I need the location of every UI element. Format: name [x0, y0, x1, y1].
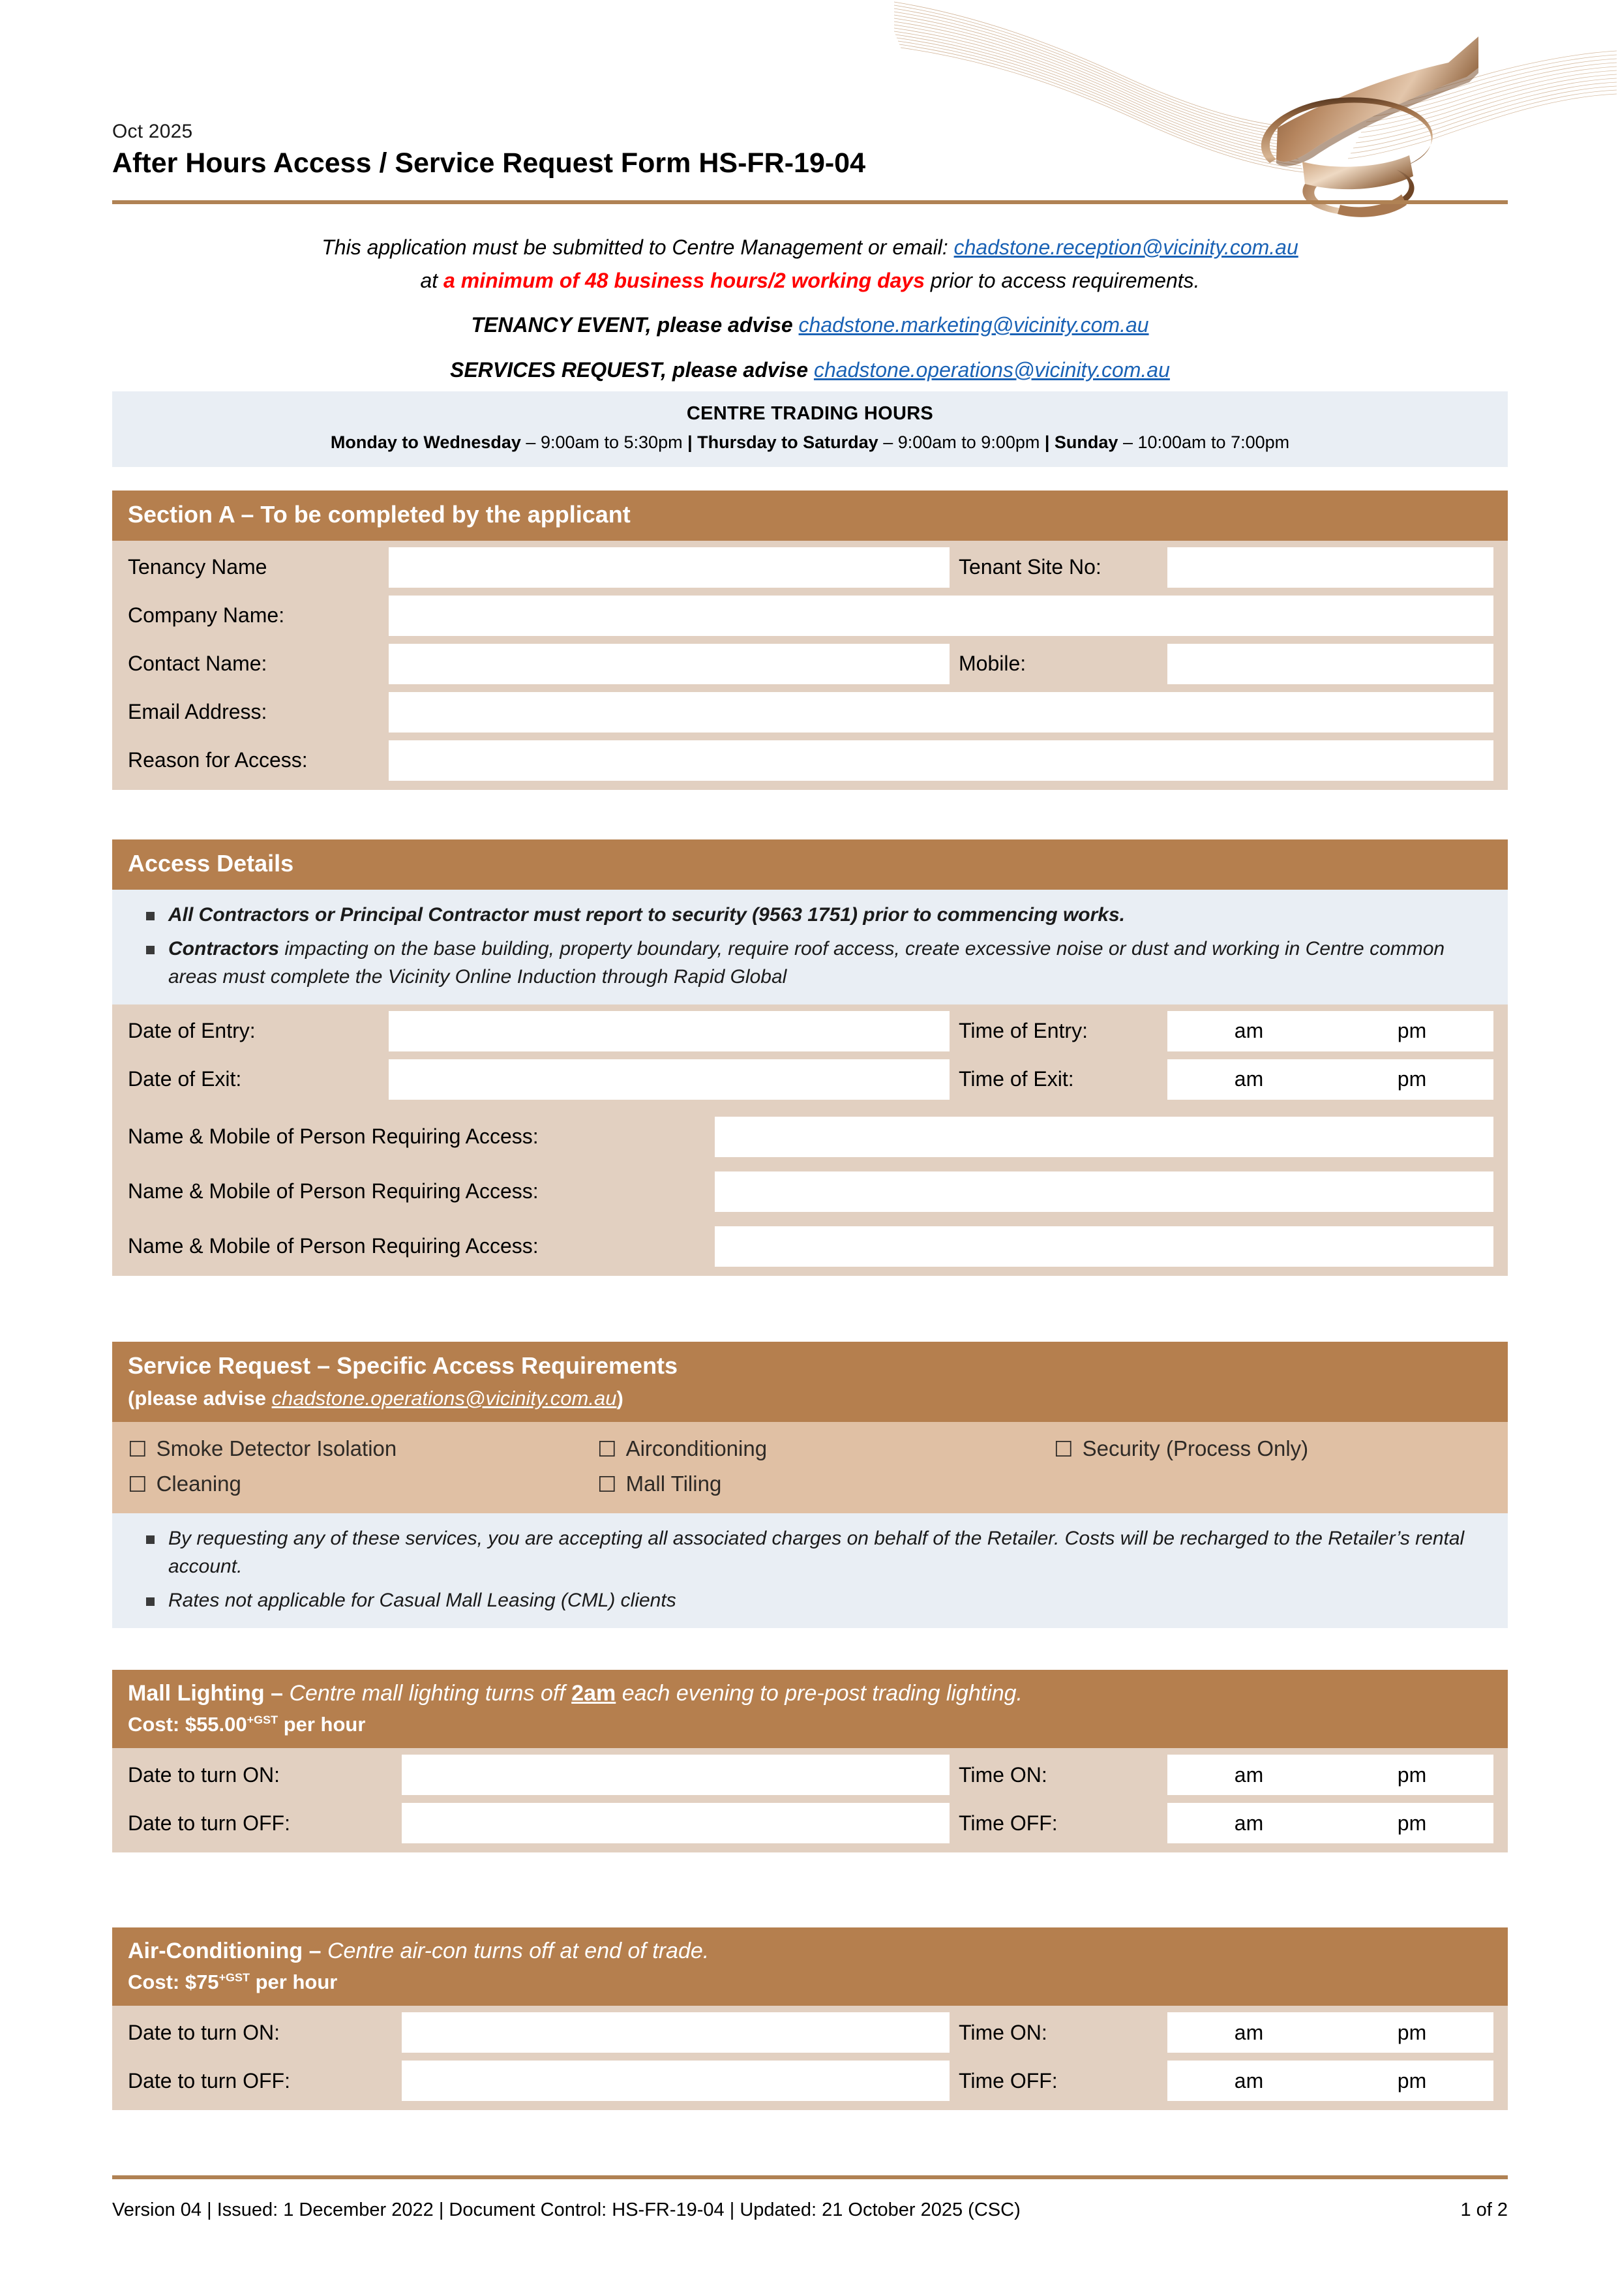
mall-lighting-cost-gst: +GST [247, 1713, 278, 1727]
row-email-address [112, 692, 1508, 733]
access-note-2 [132, 935, 1488, 991]
tenancy-event-label: TENANCY EVENT, please advise [471, 313, 799, 337]
time-of-entry-ampm[interactable] [1167, 1011, 1493, 1051]
air-conditioning-time-on-am[interactable]: am [1234, 2020, 1264, 2044]
row-reason-for-access [112, 740, 1508, 781]
section-access-details [112, 839, 1508, 1276]
access-note-2-rest: impacting on the base building, property boundary, require roof access, create excessive noise or dust and working in Centre common areas must complete the Vicinity Online Induction through Rapid Global [168, 938, 1445, 988]
checkbox-icon[interactable]: ☐ [597, 1436, 617, 1461]
air-conditioning-heading [112, 1927, 1508, 2006]
intro-instructions [112, 232, 1508, 386]
company-name-label: Company Name: [128, 603, 285, 627]
section-service-request [112, 1342, 1508, 1628]
mall-lighting-time-off-label: Time OFF: [959, 1811, 1058, 1835]
tenancy-name-input[interactable] [389, 547, 950, 588]
air-conditioning-time-off-label: Time OFF: [959, 2068, 1058, 2092]
row-company-name [112, 596, 1508, 636]
mall-lighting-desc-after: each evening to pre-post trading lighting. [616, 1681, 1023, 1706]
contact-name-input[interactable] [389, 644, 950, 684]
tenant-site-no-input[interactable] [1167, 547, 1493, 588]
tenant-site-no-label: Tenant Site No: [959, 555, 1101, 579]
footer-version-info: Version 04 | Issued: 1 December 2022 | Document Control: HS-FR-19-04 | Updated: 21 October 2025 (CSC) [112, 2199, 1021, 2220]
air-conditioning-title: Air-Conditioning – [128, 1939, 327, 1963]
air-conditioning-cost-gst: +GST [218, 1971, 250, 1984]
intro-line1-text: This application must be submitted to Centre Management or email: [322, 235, 954, 259]
row-person-access-1 [112, 1117, 1508, 1157]
service-request-notes [112, 1513, 1508, 1628]
page-title: After Hours Access / Service Request Form HS-FR-19-04 [112, 147, 866, 179]
date-of-entry-input[interactable] [389, 1011, 950, 1051]
service-request-sub-suffix: ) [616, 1386, 623, 1410]
checkbox-cleaning-label: Cleaning [156, 1472, 241, 1496]
checkbox-icon[interactable]: ☐ [1054, 1436, 1073, 1461]
service-note-1: By requesting any of these services, you are accepting all associated charges on behalf of the Retailer. Costs will be recharged to the Retailer’s rental account. [132, 1525, 1488, 1580]
document-date: Oct 2025 [112, 121, 193, 142]
checkbox-icon[interactable]: ☐ [597, 1472, 617, 1496]
mall-lighting-cost-label: Cost: [128, 1713, 185, 1736]
row-air-conditioning-on [112, 2012, 1508, 2053]
section-air-conditioning [112, 1927, 1508, 2110]
checkbox-cleaning[interactable] [128, 1472, 597, 1496]
trading-day-1-label: Monday to Wednesday [330, 432, 521, 452]
mall-lighting-date-on-label: Date to turn ON: [128, 1762, 280, 1787]
intro-line2-suffix: prior to access requirements. [925, 268, 1200, 292]
trading-day-2-label: Thursday to Saturday [697, 432, 878, 452]
email-address-input[interactable] [389, 692, 1493, 733]
person-access-3-label: Name & Mobile of Person Requiring Access: [128, 1234, 539, 1258]
air-conditioning-time-on-ampm[interactable] [1167, 2012, 1493, 2053]
tenancy-name-label: Tenancy Name [128, 555, 267, 579]
mall-lighting-time-off-am[interactable]: am [1234, 1811, 1264, 1835]
service-options-row-2 [112, 1472, 1508, 1496]
mall-lighting-time-off-pm[interactable]: pm [1397, 1811, 1427, 1835]
trading-day-2-value: – 9:00am to 9:00pm [878, 432, 1040, 452]
section-mall-lighting [112, 1670, 1508, 1852]
services-request-label: SERVICES REQUEST, please advise [450, 357, 814, 382]
trading-sep-2: | [1040, 432, 1055, 452]
service-options-row-2-spacer [1054, 1472, 1492, 1496]
trading-hours-detail [112, 432, 1508, 453]
time-of-entry-label: Time of Entry: [959, 1019, 1088, 1043]
header-divider [112, 200, 1508, 204]
time-of-exit-label: Time of Exit: [959, 1067, 1074, 1091]
section-a [112, 491, 1508, 790]
checkbox-icon[interactable]: ☐ [128, 1472, 147, 1496]
document-header [112, 121, 1508, 181]
air-conditioning-date-off-input[interactable] [402, 2061, 950, 2101]
mall-lighting-time-on-ampm[interactable] [1167, 1755, 1493, 1795]
operations-email-link[interactable]: chadstone.operations@vicinity.com.au [813, 357, 1170, 382]
mall-lighting-date-off-label: Date to turn OFF: [128, 1811, 290, 1835]
page-footer [112, 2199, 1508, 2221]
mobile-label: Mobile: [959, 652, 1026, 676]
air-conditioning-date-on-input[interactable] [402, 2012, 950, 2053]
checkbox-airconditioning-label: Airconditioning [625, 1436, 768, 1461]
access-note-1-bold: All Contractors or Principal Contractor must report to security (9563 1751) prior to commencing works. [168, 903, 1126, 926]
person-access-1-label: Name & Mobile of Person Requiring Access: [128, 1125, 539, 1149]
reason-for-access-input[interactable] [389, 740, 1493, 781]
air-conditioning-time-off-ampm[interactable] [1167, 2061, 1493, 2101]
person-access-1-input[interactable] [715, 1117, 1493, 1157]
air-conditioning-time-off-am[interactable]: am [1234, 2068, 1264, 2092]
access-details-notes [112, 890, 1508, 1004]
service-request-title: Service Request – Specific Access Requirements [128, 1352, 678, 1379]
email-address-label: Email Address: [128, 700, 267, 724]
footer-page-number: 1 of 2 [1460, 2199, 1508, 2220]
date-of-entry-label: Date of Entry: [128, 1019, 256, 1043]
mall-lighting-cost-suffix: per hour [278, 1713, 366, 1736]
service-request-sub-prefix: (please advise [128, 1386, 272, 1410]
row-mall-lighting-on [112, 1755, 1508, 1795]
row-person-access-3 [112, 1226, 1508, 1267]
checkbox-icon[interactable]: ☐ [128, 1436, 147, 1461]
reason-for-access-label: Reason for Access: [128, 748, 308, 772]
row-person-access-2 [112, 1171, 1508, 1212]
marketing-email-link[interactable]: chadstone.marketing@vicinity.com.au [798, 313, 1149, 337]
time-of-entry-am[interactable]: am [1234, 1019, 1264, 1043]
trading-sep-1: | [682, 432, 698, 452]
row-air-conditioning-off [112, 2061, 1508, 2101]
person-access-2-input[interactable] [715, 1171, 1493, 1212]
date-of-exit-label: Date of Exit: [128, 1067, 242, 1091]
row-tenancy-name [112, 547, 1508, 588]
checkbox-security-process-only[interactable] [1054, 1436, 1492, 1461]
air-conditioning-time-off-pm[interactable]: pm [1397, 2068, 1427, 2092]
access-note-1 [132, 901, 1488, 929]
date-of-exit-input[interactable] [389, 1059, 950, 1100]
mall-lighting-date-on-input[interactable] [402, 1755, 950, 1795]
time-of-exit-ampm[interactable] [1167, 1059, 1493, 1100]
ribbon-decoration-graphic [888, 0, 1618, 222]
air-conditioning-time-on-pm[interactable]: pm [1397, 2020, 1427, 2044]
section-a-body [112, 541, 1508, 790]
service-request-heading [112, 1342, 1508, 1422]
trading-day-3-label: Sunday [1054, 432, 1118, 452]
person-access-3-input[interactable] [715, 1226, 1493, 1267]
checkbox-mall-tiling-label: Mall Tiling [625, 1472, 722, 1496]
trading-hours-title: CENTRE TRADING HOURS [686, 403, 934, 424]
reception-email-link[interactable]: chadstone.reception@vicinity.com.au [953, 235, 1298, 259]
company-name-input[interactable] [389, 596, 1493, 636]
checkbox-mall-tiling[interactable] [597, 1472, 1054, 1496]
time-of-exit-pm[interactable]: pm [1397, 1067, 1427, 1091]
service-request-options [112, 1422, 1508, 1513]
checkbox-smoke-detector-isolation[interactable] [128, 1436, 597, 1461]
time-of-entry-pm[interactable]: pm [1397, 1019, 1427, 1043]
mall-lighting-desc-before: Centre mall lighting turns off [289, 1681, 572, 1706]
trading-day-1-value: – 9:00am to 5:30pm [520, 432, 683, 452]
intro-minimum-notice: a minimum of 48 business hours/2 working days [443, 268, 925, 292]
row-date-of-exit [112, 1059, 1508, 1100]
intro-line2-prefix: at [420, 268, 444, 292]
air-conditioning-cost-suffix: per hour [250, 1971, 338, 1994]
air-conditioning-body [112, 2006, 1508, 2110]
air-conditioning-date-off-label: Date to turn OFF: [128, 2068, 290, 2092]
air-conditioning-cost [128, 1969, 1492, 1995]
air-conditioning-time-on-label: Time ON: [959, 2020, 1047, 2044]
time-of-exit-am[interactable]: am [1234, 1067, 1264, 1091]
service-request-subheading [128, 1385, 1492, 1412]
mall-lighting-desc-underline: 2am [571, 1681, 616, 1706]
service-request-operations-email-link[interactable]: chadstone.operations@vicinity.com.au [271, 1386, 617, 1410]
person-access-2-label: Name & Mobile of Person Requiring Access: [128, 1179, 539, 1203]
row-contact-name [112, 644, 1508, 684]
mall-lighting-time-off-ampm[interactable] [1167, 1803, 1493, 1843]
row-mall-lighting-off [112, 1803, 1508, 1843]
access-note-2-bold: Contractors [168, 938, 280, 960]
mall-lighting-date-off-input[interactable] [402, 1803, 950, 1843]
mobile-input[interactable] [1167, 644, 1493, 684]
service-options-row-1 [112, 1436, 1508, 1461]
service-note-2: Rates not applicable for Casual Mall Leasing (CML) clients [132, 1587, 1488, 1615]
mall-lighting-title: Mall Lighting – [128, 1681, 290, 1706]
mall-lighting-body [112, 1748, 1508, 1852]
mall-lighting-time-on-label: Time ON: [959, 1762, 1047, 1787]
mall-lighting-time-on-pm[interactable]: pm [1397, 1762, 1427, 1787]
access-details-body [112, 1004, 1508, 1276]
checkbox-airconditioning[interactable] [597, 1436, 1054, 1461]
footer-divider [112, 2175, 1508, 2179]
air-conditioning-desc: Centre air-con turns off at end of trade. [327, 1939, 710, 1963]
centre-trading-hours-box [112, 391, 1508, 467]
mall-lighting-heading [112, 1670, 1508, 1748]
trading-day-3-value: – 10:00am to 7:00pm [1118, 432, 1290, 452]
air-conditioning-cost-value: $75 [185, 1971, 219, 1994]
mall-lighting-cost [128, 1712, 1492, 1738]
air-conditioning-cost-label: Cost: [128, 1971, 185, 1994]
section-a-heading: Section A – To be completed by the applicant [112, 491, 1508, 541]
checkbox-smoke-detector-isolation-label: Smoke Detector Isolation [156, 1436, 397, 1461]
contact-name-label: Contact Name: [128, 652, 267, 676]
air-conditioning-date-on-label: Date to turn ON: [128, 2020, 280, 2044]
access-details-heading: Access Details [112, 839, 1508, 890]
checkbox-security-process-only-label: Security (Process Only) [1082, 1436, 1309, 1461]
row-date-of-entry [112, 1011, 1508, 1051]
mall-lighting-cost-value: $55.00 [185, 1713, 247, 1736]
mall-lighting-time-on-am[interactable]: am [1234, 1762, 1264, 1787]
